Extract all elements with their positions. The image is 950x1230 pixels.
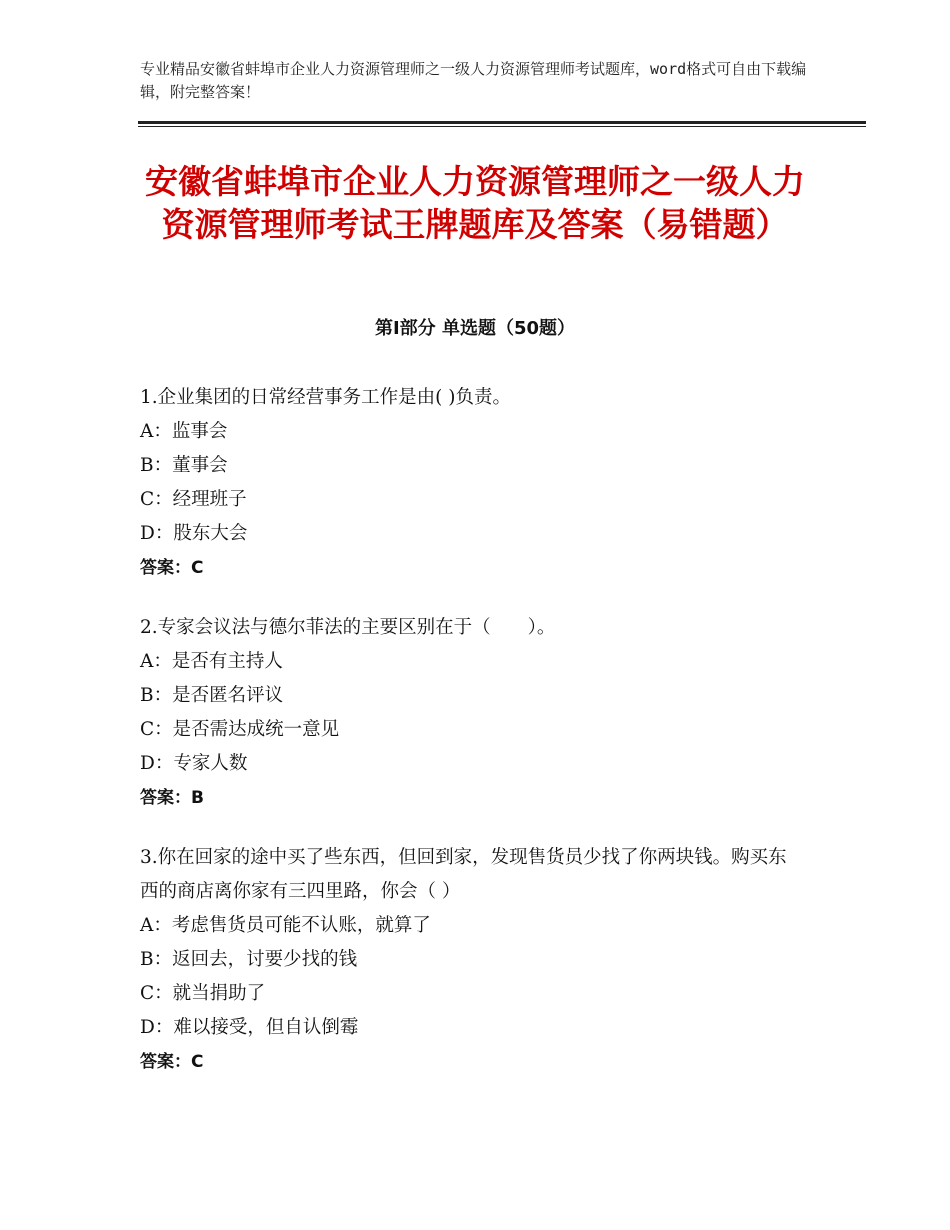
answer: 答案：C xyxy=(140,1052,204,1072)
option-d: D：难以接受，但自认倒霉 xyxy=(140,1017,359,1038)
question-stem: 3.你在回家的途中买了些东西，但回到家，发现售货员少找了你两块钱。购买东西的商店离你家有三四里路，你会（ ） xyxy=(140,847,787,902)
option-a: A：监事会 xyxy=(140,421,228,442)
header-rule-thin xyxy=(138,126,866,127)
question-2 xyxy=(140,611,810,815)
option-c: C：经理班子 xyxy=(140,489,247,510)
option-a: A：考虑售货员可能不认账，就算了 xyxy=(140,915,431,936)
question-1 xyxy=(140,381,810,585)
option-a: A：是否有主持人 xyxy=(140,651,283,672)
header-rule-thick xyxy=(138,121,866,124)
option-b: B：董事会 xyxy=(140,455,228,476)
option-b: B：是否匿名评议 xyxy=(140,685,284,706)
header-note: 专业精品安徽省蚌埠市企业人力资源管理师之一级人力资源管理师考试题库，word格式可自由下载编辑，附完整答案！ xyxy=(140,60,807,101)
answer: 答案：C xyxy=(140,558,204,578)
answer: 答案：B xyxy=(140,788,204,808)
option-d: D：专家人数 xyxy=(140,753,248,774)
option-c: C：就当捐助了 xyxy=(140,983,266,1004)
section-title: 第Ⅰ部分 单选题（50题） xyxy=(374,318,575,339)
question-stem: 2.专家会议法与德尔菲法的主要区别在于（ ）。 xyxy=(140,617,556,638)
question-3 xyxy=(140,841,810,1079)
option-b: B：返回去，讨要少找的钱 xyxy=(140,949,358,970)
option-c: C：是否需达成统一意见 xyxy=(140,719,340,740)
question-list xyxy=(140,381,810,1105)
option-d: D：股东大会 xyxy=(140,523,248,544)
question-stem: 1.企业集团的日常经营事务工作是由( )负责。 xyxy=(140,387,511,408)
document-title: 安徽省蚌埠市企业人力资源管理师之一级人力资源管理师考试王牌题库及答案（易错题） xyxy=(145,162,805,244)
